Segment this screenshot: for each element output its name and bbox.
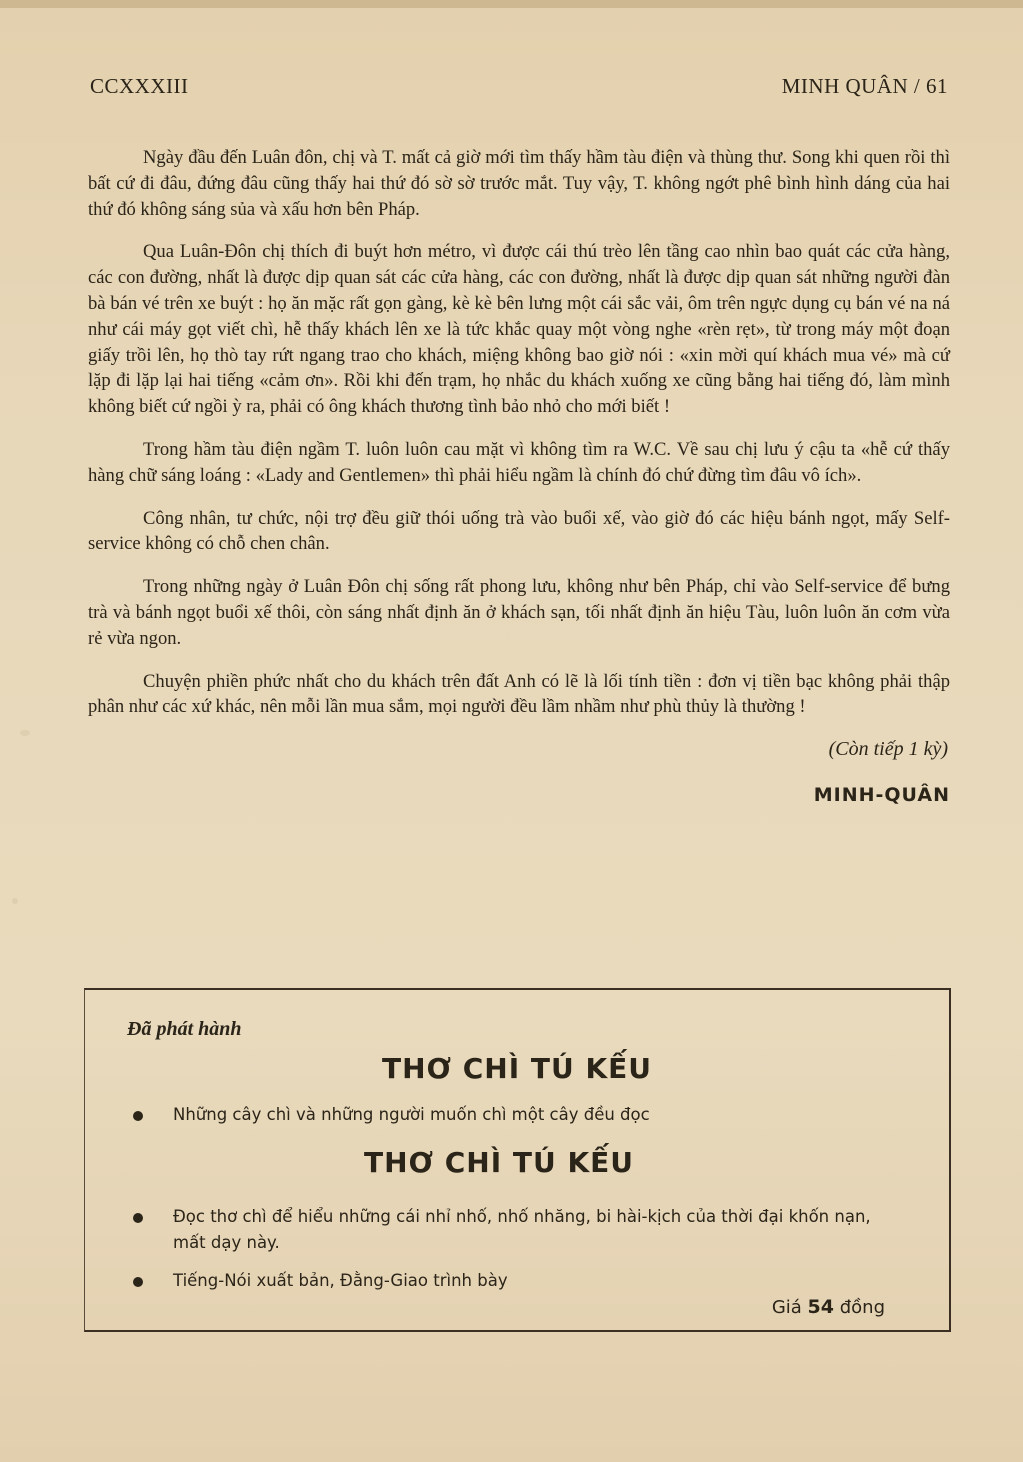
ad-bullet <box>173 1268 873 1294</box>
paragraph: Chuyện phiền phức nhất cho du khách trên đất Anh có lẽ là lối tính tiền : đơn vị tiền bạc không phải thập phân như các xứ khác, nên mỗi lần mua sắm, mọi người đều lầm nhầm như phù thủy là thường ! <box>88 670 950 718</box>
ad-title: THƠ CHÌ TÚ KẾU <box>381 1052 653 1085</box>
ad-bullet <box>173 1102 873 1128</box>
paragraph: Công nhân, tư chức, nội trợ đều giữ thói uống trà vào buổi xế, vào giờ đó các hiệu bánh ngọt, mấy Self-service không có chỗ chen chân. <box>88 507 950 555</box>
continued-note: (Còn tiếp 1 kỳ) <box>828 738 948 761</box>
paragraph: Trong những ngày ở Luân Đôn chị sống rất phong lưu, không như bên Pháp, chỉ vào Self-service để bưng trà và bánh ngọt buổi xế thôi, còn sáng nhất định ăn ở khách sạn, tối nhất định ăn hiệu Tàu, luôn luôn ăn cơm vừa rẻ vừa ngon. <box>88 576 950 649</box>
price-unit: đồng <box>839 1297 885 1318</box>
paragraph: Qua Luân-Đôn chị thích đi buýt hơn métro, vì được cái thú trèo lên tầng cao nhìn bao quát các cửa hàng, các con đường, nhất là được dịp quan sát các cửa hàng, các con đường, nhất là được dịp quan sát những người đàn bà bán vé trên xe buýt : họ ăn mặc rất gọn gàng, kè kè bên lưng một cái sắc vải, ôm trên ngực dụng cụ bán vé na ná như cái máy gọt viết chì, hễ thấy khách lên xe là tức khắc quay một vòng nghe «rèn rẹt», từ trong máy một đoạn giấy trồi lên, họ thò tay rứt ngang trao cho khách, miệng không bao giờ nói : «xin mời quí khách mua vé» mà cứ lặp đi lặp lại hai tiếng «cảm ơn». Rồi khi đến trạm, họ nhắc du khách xuống xe cũng bằng hai tiếng đó, làm mình không biết cứ ngồi ỳ ra, phải có ông khách thương tình bảo nhỏ cho mới biết ! <box>88 241 950 418</box>
price-value: 54 <box>807 1296 834 1318</box>
ad-bullet-text: Tiếng-Nói xuất bản, Đằng-Giao trình bày <box>173 1271 508 1290</box>
page-top-edge <box>0 0 1023 8</box>
bullet-icon <box>133 1277 143 1287</box>
ad-bullet <box>173 1204 873 1256</box>
paragraph: Trong hầm tàu điện ngầm T. luôn luôn cau mặt vì không tìm ra W.C. Về sau chị lưu ý cậu ta «hễ cứ thấy hàng chữ sáng loáng : «Lady and Gentlemen» thì phải hiểu ngầm là chính đó chứ đừng tìm đâu vô ích». <box>88 438 950 486</box>
author-page-number: MINH QUÂN / 61 <box>781 74 948 98</box>
issue-number: CCXXXIII <box>90 74 189 98</box>
article-body <box>88 145 950 809</box>
paper-stain <box>20 730 30 736</box>
bullet-icon <box>133 1213 143 1223</box>
paragraph: Ngày đầu đến Luân đôn, chị và T. mất cả giờ mới tìm thấy hầm tàu điện và thùng thư. Song khi quen rồi thì bất cứ đi đâu, đứng đâu cũng thấy hai thứ đó sờ sờ trước mắt. Tuy vậy, T. không ngớt phê bình hình dáng của hai thứ đó không sáng sủa và xấu hơn bên Pháp. <box>88 147 950 220</box>
book-advertisement <box>84 988 951 1332</box>
ad-kicker: Đã phát hành <box>127 1018 242 1040</box>
running-header <box>90 74 948 104</box>
paper-stain <box>12 898 18 904</box>
price-line <box>772 1296 885 1318</box>
ad-bullet-text: Những cây chì và những người muốn chì một cây đều đọc <box>173 1105 650 1124</box>
bullet-icon <box>133 1111 143 1121</box>
price-label: Giá <box>771 1297 802 1318</box>
ad-bullet-text: Đọc thơ chì để hiểu những cái nhỉ nhố, nhố nhăng, bi hài-kịch của thời đại khốn nạn, mất dạy này. <box>173 1207 871 1252</box>
author-signature: MINH-QUÂN <box>813 783 950 806</box>
ad-title-repeat: THƠ CHÌ TÚ KẾU <box>363 1146 635 1179</box>
